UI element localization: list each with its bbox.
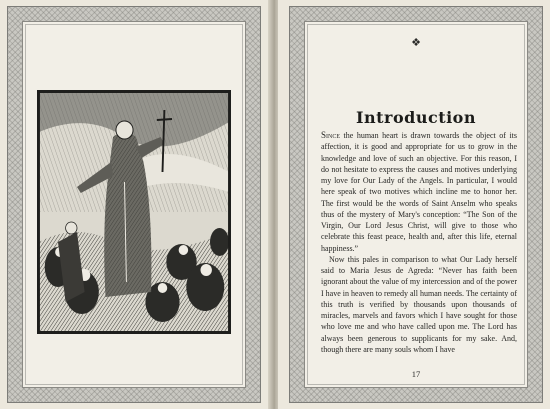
engraving-image <box>39 92 229 332</box>
fleuron-icon: ❖ <box>411 37 421 49</box>
paragraph-text: the human heart is drawn towards the object of its affection, it is good and appropriate for us to grow in the knowledge and love of such an objective. For this reason, I do not hesitate to express the causes and motives underlying my love for Our Lady of the Angels. In particular, I would here speak of two motives which incline me to honor her. The first would be the words of Saint Anselm who speaks thus of the mystery of Mary's conception: “The Son of the Virgin, Our Lord Jesus Christ, will give to those who celebrate this feast peace, health and, after this life, eternal happiness.” <box>321 131 517 253</box>
left-page-border <box>7 6 261 403</box>
right-page-border <box>289 6 543 403</box>
chapter-body <box>321 130 517 355</box>
right-page-inner <box>304 21 528 388</box>
left-page-inner <box>22 21 246 388</box>
paragraph-1 <box>321 130 517 254</box>
paragraph-lead: Since <box>321 130 341 140</box>
paragraph-2 <box>321 254 517 355</box>
paragraph-text: Now this pales in comparison to what Our Lady herself said to Maria Jesus de Agreda: “Never has faith been ignorant about the value of my intercession and of the power I have in heaven to remedy all human needs. The certainty of this truth is verified by thousands upon thousands of miracles, marvels and favors which I have sought for those who love me and who have called upon me. The Lord has always been generous to supplicants for my sake. And, though there are many souls whom I have <box>321 254 517 354</box>
chapter-title: Introduction <box>356 108 476 127</box>
engraving-illustration <box>37 90 231 334</box>
left-page <box>0 0 272 409</box>
right-page <box>278 0 550 409</box>
page-number: 17 <box>411 369 421 379</box>
